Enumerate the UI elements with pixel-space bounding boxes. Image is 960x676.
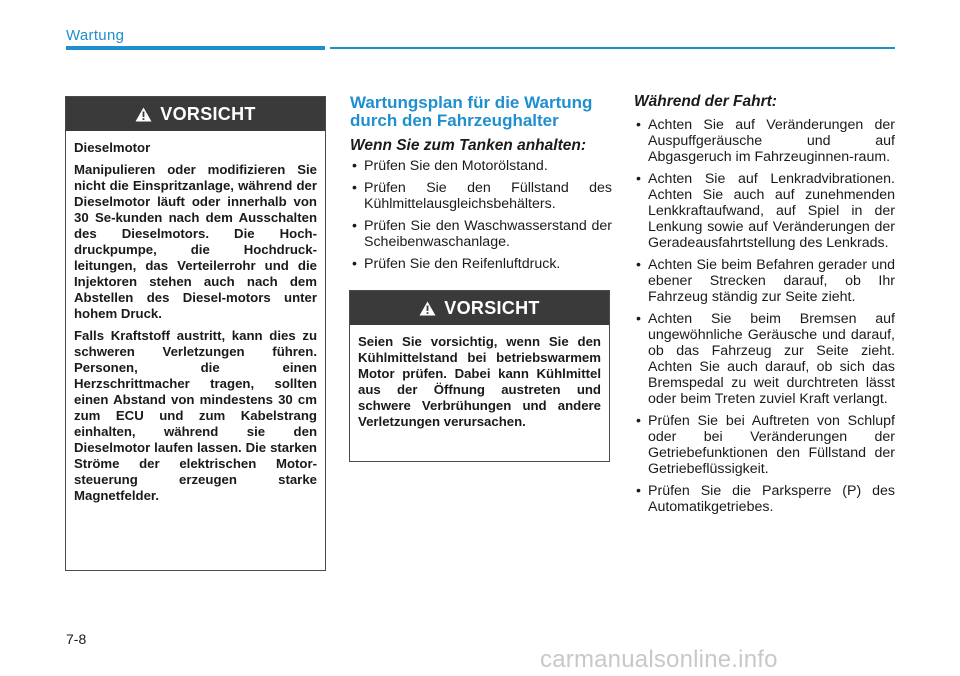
refuel-checklist [350, 158, 612, 278]
list-item: • Prüfen Sie die Parksperre (P) des Automatikgetriebes. [634, 483, 895, 515]
caution-title: VORSICHT [160, 103, 256, 124]
subheading-refuel: Wenn Sie zum Tanken anhalten: [350, 137, 586, 154]
caution-header [350, 291, 609, 325]
driving-checklist [634, 117, 895, 521]
caution-body [66, 131, 325, 512]
caution-title: VORSICHT [444, 297, 540, 318]
caution-paragraph: Seien Sie vorsichtig, wenn Sie den Kühlmittelstand bei betriebswarmem Motor prüfen. Dabei kann Kühlmittel aus der Öffnung austreten und schwere Verbrühungen und andere Verletzungen verursachen. [358, 334, 601, 429]
subheading-driving: Während der Fahrt: [634, 93, 777, 110]
caution-box-diesel [65, 96, 326, 571]
section-title: Wartungsplan für die Wartung durch den Fahrzeughalter [350, 93, 593, 130]
list-item: • Prüfen Sie bei Auftreten von Schlupf oder bei Veränderungen der Getriebefunktionen den Füllstand der Getriebeflüssigkeit. [634, 413, 895, 477]
list-item: • Achten Sie beim Bremsen auf ungewöhnliche Geräusche und darauf, ob das Fahrzeug zur Seite zieht. Achten Sie auch darauf, ob sich das Bremspedal zu weit durchtreten lässt oder beim Treten zuviel Kraft verlangt. [634, 311, 895, 407]
list-item: • Achten Sie auf Lenkradvibrationen. Achten Sie auch auf zunehmenden Lenkkraftaufwand, auf Spiel in der Lenkung sowie auf Veränderungen der Geradeausfahrtstellung des Lenkrads. [634, 171, 895, 251]
list-item: • Prüfen Sie den Reifenluftdruck. [350, 256, 612, 272]
caution-body [350, 325, 609, 438]
caution-paragraph: Falls Kraftstoff austritt, kann dies zu schweren Verletzungen führen. Personen, die einen Herzschrittmacher tragen, sollten einen Abstand von mindestens 30 cm zum ECU und zum Kabelstrang einhalten, während sie den Dieselmotor laufen lassen. Die starken Ströme der elektrischen Motor-steuerung erzeugen starke Magnetfelder. [74, 328, 317, 503]
header-rule-thick [66, 46, 325, 50]
section-label: Wartung [66, 27, 125, 44]
caution-paragraph: Manipulieren oder modifizieren Sie nicht die Einspritzanlage, während der Dieselmotor läuft oder innerhalb von 30 Se-kunden nach dem Ausschalten des Dieselmotors. Die Hoch-druckpumpe, die Hochdruck-leitungen, das Verteilerrohr und die Injektoren stehen auch nach dem Abstellen des Diesel-motors unter hohem Druck. [74, 162, 317, 321]
caution-box-coolant [349, 290, 610, 462]
list-item: • Achten Sie auf Veränderungen der Auspuffgeräusche und auf Abgasgeruch im Fahrzeuginnen-raum. [634, 117, 895, 165]
list-item: • Prüfen Sie den Waschwasserstand der Scheibenwaschanlage. [350, 218, 612, 250]
caution-header [66, 97, 325, 131]
caution-heading: Dieselmotor [74, 140, 151, 155]
header-rule-thin [330, 47, 895, 49]
warning-triangle-icon [135, 107, 152, 122]
page-number: 7-8 [66, 631, 87, 647]
list-item: • Achten Sie beim Befahren gerader und ebener Strecken darauf, ob Ihr Fahrzeug ständig zur Seite zieht. [634, 257, 895, 305]
watermark: carmanualsonline.info [540, 646, 778, 673]
list-item: • Prüfen Sie den Motorölstand. [350, 158, 612, 174]
warning-triangle-icon [419, 301, 436, 316]
list-item: • Prüfen Sie den Füllstand des Kühlmittelausgleichsbehälters. [350, 180, 612, 212]
